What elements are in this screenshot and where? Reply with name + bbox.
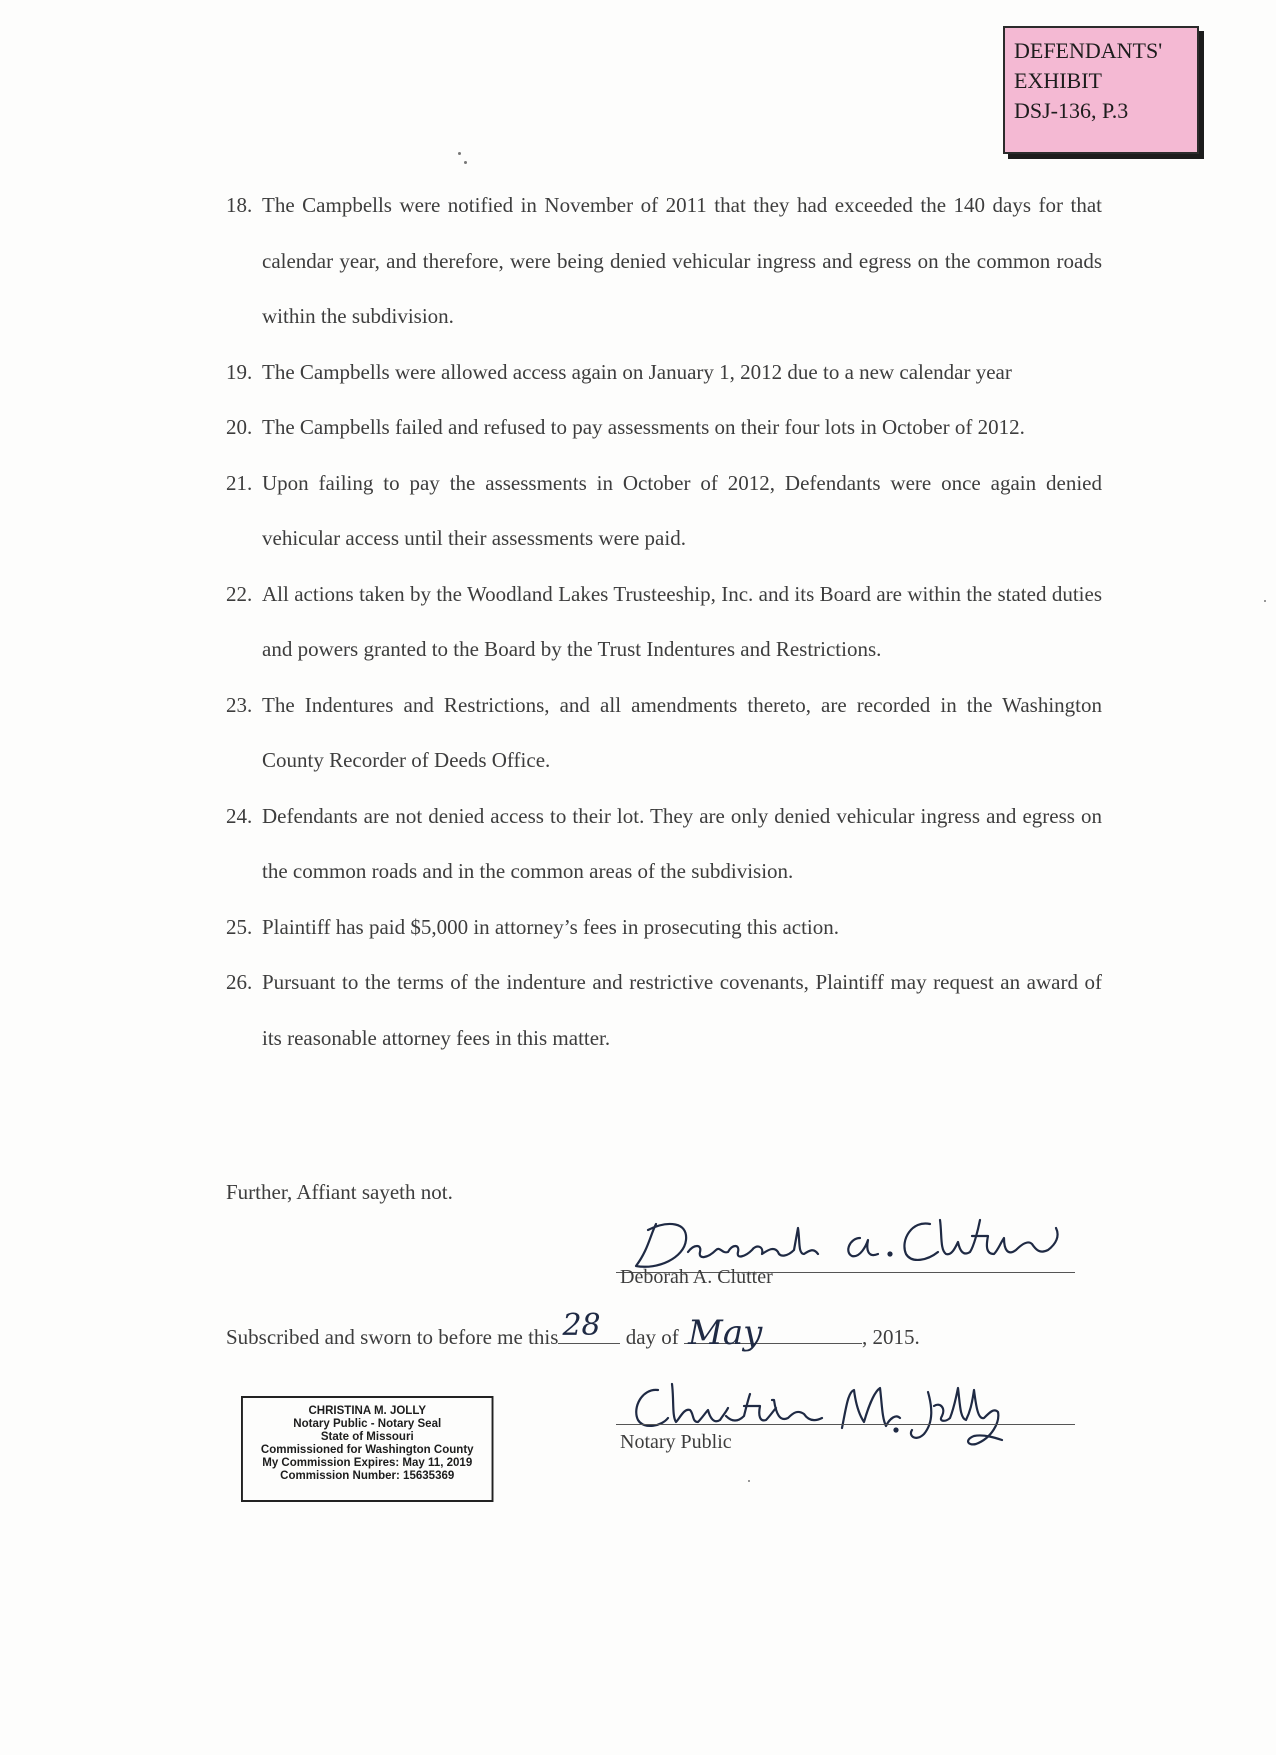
paragraph-text: Pursuant to the terms of the indenture and restrictive covenants, Plaintiff may request an award of its reasonable attorney fees in this matter.: [262, 970, 1102, 1050]
paragraph-number: 25.: [226, 914, 253, 939]
paragraph-20: [226, 400, 1102, 456]
numbered-paragraphs: [226, 178, 1102, 1066]
jurat-month-blank: [684, 1313, 862, 1353]
stamp-line-1: CHRISTINA M. JOLLY: [308, 1403, 427, 1417]
paragraph-text: All actions taken by the Woodland Lakes Trusteeship, Inc. and its Board are within the stated duties and powers granted to the Board by the Trust Indentures and Restrictions.: [262, 581, 1102, 661]
exhibit-line-3: DSJ-136, P.3: [1014, 98, 1129, 123]
paragraph-text: Upon failing to pay the assessments in October of 2012, Defendants were once again denied vehicular access until their assessments were paid.: [262, 470, 1102, 550]
paragraph-19: [226, 345, 1102, 401]
jurat-month: May: [688, 1313, 763, 1353]
stamp-line-6: Commission Number: 15635369: [280, 1468, 455, 1482]
jurat-prefix: Subscribed and sworn to before me this: [226, 1325, 559, 1349]
paragraph-text: The Campbells failed and refused to pay assessments on their four lots in October of 2012.: [262, 415, 1025, 439]
paragraph-24: [226, 789, 1102, 900]
paragraph-text: Defendants are not denied access to their lot. They are only denied vehicular ingress and egress on the common roads and in the common areas of the subdivision.: [262, 803, 1102, 883]
exhibit-line-1: DEFENDANTS': [1014, 38, 1163, 63]
paragraph-number: 21.: [226, 470, 253, 495]
stamp-line-4: Commissioned for Washington County: [260, 1442, 474, 1456]
paragraph-number: 26.: [226, 970, 253, 994]
exhibit-sticker: [1003, 26, 1199, 154]
paragraph-18: [226, 178, 1102, 345]
paragraph-26: [226, 955, 1102, 1066]
scan-speck: [458, 152, 461, 155]
scan-speck: [748, 1480, 750, 1482]
paragraph-25: [226, 900, 1102, 956]
scan-speck: [1264, 600, 1266, 602]
notary-signature-line: [616, 1424, 1075, 1425]
jurat-mid: day of: [625, 1325, 679, 1349]
notary-label: Notary Public: [620, 1431, 732, 1453]
paragraph-23: [226, 678, 1102, 789]
closing-statement: Further, Affiant sayeth not.: [226, 1180, 453, 1204]
paragraph-number: 22.: [226, 581, 253, 606]
paragraph-text: The Campbells were notified in November of 2011 that they had exceeded the 140 days for that calendar year, and therefore, were being denied vehicular ingress and egress on the common roads within the subdivision.: [262, 193, 1102, 328]
paragraph-number: 18.: [226, 193, 253, 217]
paragraph-number: 24.: [226, 803, 253, 828]
jurat-line: [226, 1308, 920, 1353]
paragraph-21: [226, 456, 1102, 567]
exhibit-line-2: EXHIBIT: [1014, 68, 1102, 93]
jurat-day-blank: [558, 1308, 620, 1344]
paragraph-text: The Campbells were allowed access again on January 1, 2012 due to a new calendar year: [262, 359, 1012, 384]
paragraph-number: 23.: [226, 692, 253, 717]
jurat-day: 28: [562, 1308, 601, 1343]
paragraph-text: The Indentures and Restrictions, and all amendments thereto, are recorded in the Washington County Recorder of Deeds Office.: [262, 692, 1102, 772]
paragraph-22: [226, 567, 1102, 678]
stamp-line-5: My Commission Expires: May 11, 2019: [262, 1455, 473, 1469]
scan-speck: [464, 161, 467, 164]
stamp-line-2: Notary Public - Notary Seal: [293, 1416, 442, 1430]
paragraph-number: 19.: [226, 359, 253, 384]
jurat-suffix: , 2015.: [862, 1325, 920, 1349]
stamp-line-3: State of Missouri: [320, 1429, 414, 1443]
paragraph-number: 20.: [226, 415, 253, 439]
affiant-name: Deborah A. Clutter: [620, 1266, 773, 1288]
paragraph-text: Plaintiff has paid $5,000 in attorney’s fees in prosecuting this action.: [262, 914, 840, 939]
notary-seal-stamp: [241, 1396, 493, 1502]
